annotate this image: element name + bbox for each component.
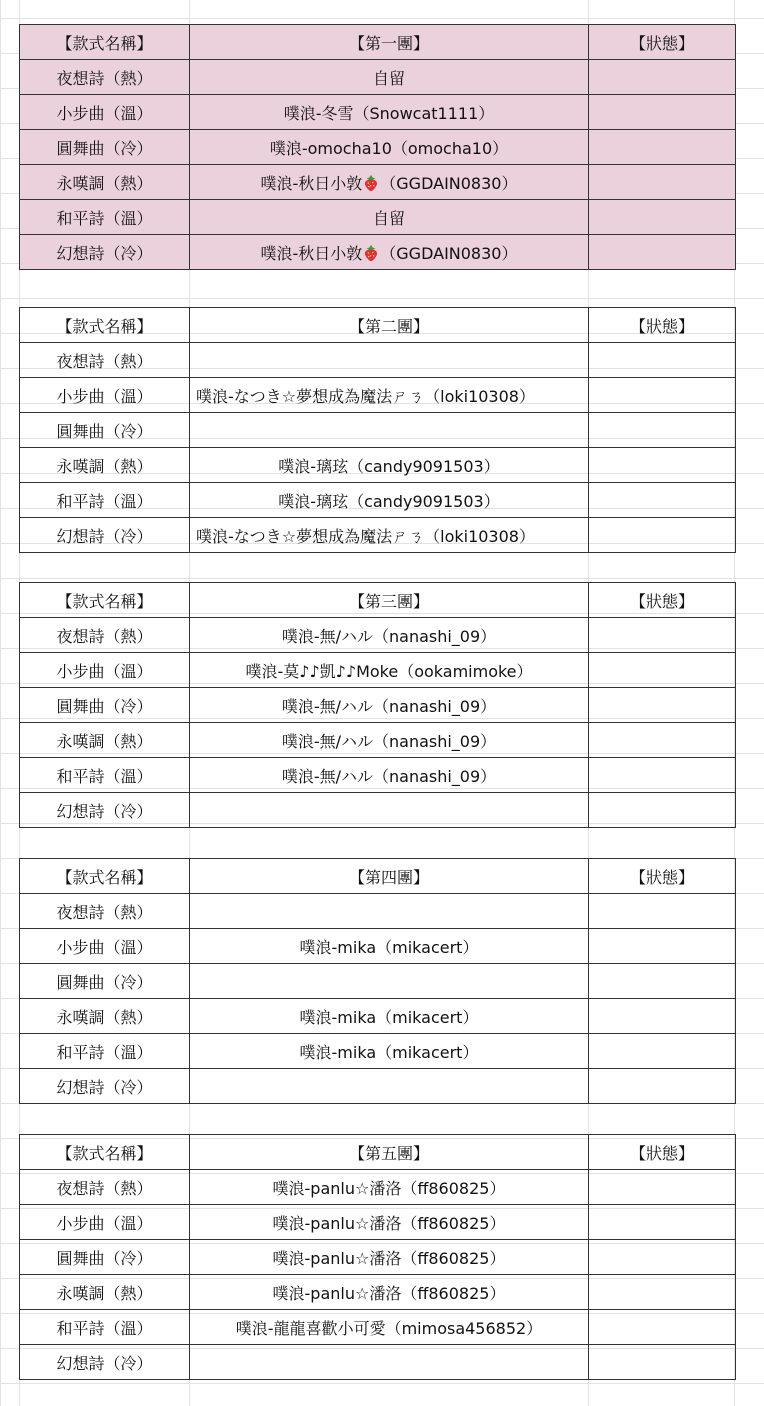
team-4-table — [19, 858, 736, 1104]
table-row — [20, 483, 736, 518]
table-row — [20, 723, 736, 758]
table-row — [20, 165, 736, 200]
style-cell[interactable]: 圓舞曲（冷） — [20, 1240, 190, 1275]
member-cell[interactable]: 噗浪-なつき☆夢想成為魔法ㄕㄋ（loki10308） — [190, 378, 589, 413]
style-cell[interactable]: 幻想詩（冷） — [20, 235, 190, 270]
header-style-cell[interactable]: 【款式名稱】 — [20, 583, 190, 618]
member-id: （GGDAIN0830） — [380, 173, 518, 193]
style-cell[interactable]: 幻想詩（冷） — [20, 793, 190, 828]
status-cell[interactable] — [589, 60, 736, 95]
style-cell[interactable]: 幻想詩（冷） — [20, 1069, 190, 1104]
member-cell[interactable]: 噗浪-panlu☆潘洛（ff860825） — [190, 1170, 589, 1205]
member-cell[interactable]: 噗浪-なつき☆夢想成為魔法ㄕㄋ（loki10308） — [190, 518, 589, 553]
header-team-cell[interactable]: 【第三團】 — [190, 583, 589, 618]
table-row — [20, 1310, 736, 1345]
table-header-row — [20, 859, 736, 894]
member-cell[interactable]: 噗浪-莫♪♪凱♪♪Moke（ookamimoke） — [190, 653, 589, 688]
table-header-row — [20, 583, 736, 618]
status-cell[interactable] — [589, 1310, 736, 1345]
status-cell[interactable] — [589, 999, 736, 1034]
table-header-row — [20, 25, 736, 60]
table-row — [20, 1205, 736, 1240]
table-row — [20, 1069, 736, 1104]
member-cell[interactable]: 噗浪-無/ハル（nanashi_09） — [190, 618, 589, 653]
header-status-cell[interactable]: 【狀態】 — [589, 25, 736, 60]
table-row — [20, 1034, 736, 1069]
member-cell[interactable]: 噗浪-無/ハル（nanashi_09） — [190, 723, 589, 758]
status-cell[interactable] — [589, 130, 736, 165]
status-cell[interactable] — [589, 723, 736, 758]
status-cell[interactable] — [589, 929, 736, 964]
header-team-cell[interactable]: 【第一團】 — [190, 25, 589, 60]
table-row — [20, 793, 736, 828]
style-cell[interactable]: 小步曲（溫） — [20, 95, 190, 130]
header-style-cell[interactable]: 【款式名稱】 — [20, 25, 190, 60]
status-cell[interactable] — [589, 343, 736, 378]
table-row — [20, 95, 736, 130]
member-cell[interactable]: 噗浪-mika（mikacert） — [190, 1034, 589, 1069]
member-cell[interactable] — [190, 964, 589, 999]
status-cell[interactable] — [589, 964, 736, 999]
member-name: 噗浪-秋日小敦 — [260, 243, 363, 263]
table-row — [20, 343, 736, 378]
table-row — [20, 688, 736, 723]
style-cell[interactable]: 和平詩（溫） — [20, 758, 190, 793]
status-cell[interactable] — [589, 378, 736, 413]
member-cell[interactable] — [190, 894, 589, 929]
style-cell[interactable]: 夜想詩（熱） — [20, 60, 190, 95]
style-cell[interactable]: 圓舞曲（冷） — [20, 964, 190, 999]
table-header-row — [20, 1135, 736, 1170]
table-row — [20, 413, 736, 448]
header-team-cell[interactable]: 【第五團】 — [190, 1135, 589, 1170]
table-row — [20, 130, 736, 165]
status-cell[interactable] — [589, 793, 736, 828]
member-cell[interactable] — [190, 1069, 589, 1104]
team-1-table-section — [19, 24, 735, 270]
status-cell[interactable] — [589, 1069, 736, 1104]
team-3-table-section — [19, 582, 735, 828]
table-row — [20, 235, 736, 270]
header-status-cell[interactable]: 【狀態】 — [589, 1135, 736, 1170]
team-1-table — [19, 24, 736, 270]
table-row — [20, 964, 736, 999]
member-cell[interactable]: 噗浪-panlu☆潘洛（ff860825） — [190, 1205, 589, 1240]
status-cell[interactable] — [589, 200, 736, 235]
status-cell[interactable] — [589, 688, 736, 723]
style-cell[interactable]: 夜想詩（熱） — [20, 894, 190, 929]
member-cell[interactable] — [190, 235, 589, 270]
team-5-table-section — [19, 1134, 735, 1380]
header-team-cell[interactable]: 【第二團】 — [190, 308, 589, 343]
table-row — [20, 60, 736, 95]
header-status-cell[interactable]: 【狀態】 — [589, 308, 736, 343]
table-row — [20, 1345, 736, 1380]
status-cell[interactable] — [589, 1205, 736, 1240]
status-cell[interactable] — [589, 1240, 736, 1275]
table-row — [20, 1275, 736, 1310]
style-cell[interactable]: 和平詩（溫） — [20, 1034, 190, 1069]
table-row — [20, 894, 736, 929]
style-cell[interactable]: 和平詩（溫） — [20, 200, 190, 235]
member-cell[interactable] — [190, 413, 589, 448]
status-cell[interactable] — [589, 483, 736, 518]
member-cell[interactable]: 噗浪-omocha10（omocha10） — [190, 130, 589, 165]
member-name: 噗浪-秋日小敦 — [260, 173, 363, 193]
style-cell[interactable]: 永嘆調（熱） — [20, 999, 190, 1034]
header-style-cell[interactable]: 【款式名稱】 — [20, 308, 190, 343]
member-cell[interactable]: 噗浪-panlu☆潘洛（ff860825） — [190, 1275, 589, 1310]
team-3-table — [19, 582, 736, 828]
header-style-cell[interactable]: 【款式名稱】 — [20, 859, 190, 894]
table-row — [20, 653, 736, 688]
member-cell[interactable]: 噗浪-panlu☆潘洛（ff860825） — [190, 1240, 589, 1275]
table-row — [20, 200, 736, 235]
status-cell[interactable] — [589, 618, 736, 653]
status-cell[interactable] — [589, 653, 736, 688]
header-status-cell[interactable]: 【狀態】 — [589, 859, 736, 894]
style-cell[interactable]: 小步曲（溫） — [20, 378, 190, 413]
table-row — [20, 378, 736, 413]
style-cell[interactable]: 夜想詩（熱） — [20, 343, 190, 378]
member-cell[interactable]: 噗浪-冬雪（Snowcat1111） — [190, 95, 589, 130]
status-cell[interactable] — [589, 1345, 736, 1380]
style-cell[interactable]: 永嘆調（熱） — [20, 1275, 190, 1310]
member-cell[interactable]: 噗浪-無/ハル（nanashi_09） — [190, 758, 589, 793]
member-cell[interactable]: 自留 — [190, 200, 589, 235]
member-cell[interactable] — [190, 343, 589, 378]
member-cell[interactable]: 自留 — [190, 60, 589, 95]
style-cell[interactable]: 小步曲（溫） — [20, 1205, 190, 1240]
member-cell[interactable] — [190, 165, 589, 200]
style-cell[interactable]: 圓舞曲（冷） — [20, 130, 190, 165]
style-cell[interactable]: 幻想詩（冷） — [20, 518, 190, 553]
table-row — [20, 618, 736, 653]
team-4-table-section — [19, 858, 735, 1104]
style-cell[interactable]: 永嘆調（熱） — [20, 165, 190, 200]
style-cell[interactable]: 圓舞曲（冷） — [20, 688, 190, 723]
table-row — [20, 1240, 736, 1275]
strawberry-icon — [362, 174, 380, 192]
member-cell[interactable]: 噗浪-璃玹（candy9091503） — [190, 448, 589, 483]
status-cell[interactable] — [589, 235, 736, 270]
style-cell[interactable]: 夜想詩（熱） — [20, 1170, 190, 1205]
table-row — [20, 448, 736, 483]
table-row — [20, 999, 736, 1034]
table-row — [20, 518, 736, 553]
style-cell[interactable]: 和平詩（溫） — [20, 483, 190, 518]
member-cell[interactable] — [190, 793, 589, 828]
style-cell[interactable]: 幻想詩（冷） — [20, 1345, 190, 1380]
table-row — [20, 929, 736, 964]
status-cell[interactable] — [589, 165, 736, 200]
status-cell[interactable] — [589, 894, 736, 929]
style-cell[interactable]: 圓舞曲（冷） — [20, 413, 190, 448]
strawberry-icon — [362, 244, 380, 262]
member-cell[interactable]: 噗浪-龍龍喜歡小可愛（mimosa456852） — [190, 1310, 589, 1345]
table-row — [20, 758, 736, 793]
status-cell[interactable] — [589, 95, 736, 130]
style-cell[interactable]: 和平詩（溫） — [20, 1310, 190, 1345]
status-cell[interactable] — [589, 1170, 736, 1205]
team-2-table-section — [19, 307, 735, 553]
member-cell[interactable] — [190, 1345, 589, 1380]
status-cell[interactable] — [589, 758, 736, 793]
header-style-cell[interactable]: 【款式名稱】 — [20, 1135, 190, 1170]
table-row — [20, 1170, 736, 1205]
status-cell[interactable] — [589, 413, 736, 448]
style-cell[interactable]: 永嘆調（熱） — [20, 448, 190, 483]
member-cell[interactable]: 噗浪-無/ハル（nanashi_09） — [190, 688, 589, 723]
team-5-table — [19, 1134, 736, 1380]
status-cell[interactable] — [589, 1275, 736, 1310]
member-cell[interactable]: 噗浪-璃玹（candy9091503） — [190, 483, 589, 518]
style-cell[interactable]: 永嘆調（熱） — [20, 723, 190, 758]
status-cell[interactable] — [589, 448, 736, 483]
style-cell[interactable]: 小步曲（溫） — [20, 929, 190, 964]
status-cell[interactable] — [589, 1034, 736, 1069]
status-cell[interactable] — [589, 518, 736, 553]
header-team-cell[interactable]: 【第四團】 — [190, 859, 589, 894]
style-cell[interactable]: 夜想詩（熱） — [20, 618, 190, 653]
member-cell[interactable]: 噗浪-mika（mikacert） — [190, 929, 589, 964]
table-header-row — [20, 308, 736, 343]
member-id: （GGDAIN0830） — [380, 243, 518, 263]
header-status-cell[interactable]: 【狀態】 — [589, 583, 736, 618]
team-2-table — [19, 307, 736, 553]
style-cell[interactable]: 小步曲（溫） — [20, 653, 190, 688]
member-cell[interactable]: 噗浪-mika（mikacert） — [190, 999, 589, 1034]
